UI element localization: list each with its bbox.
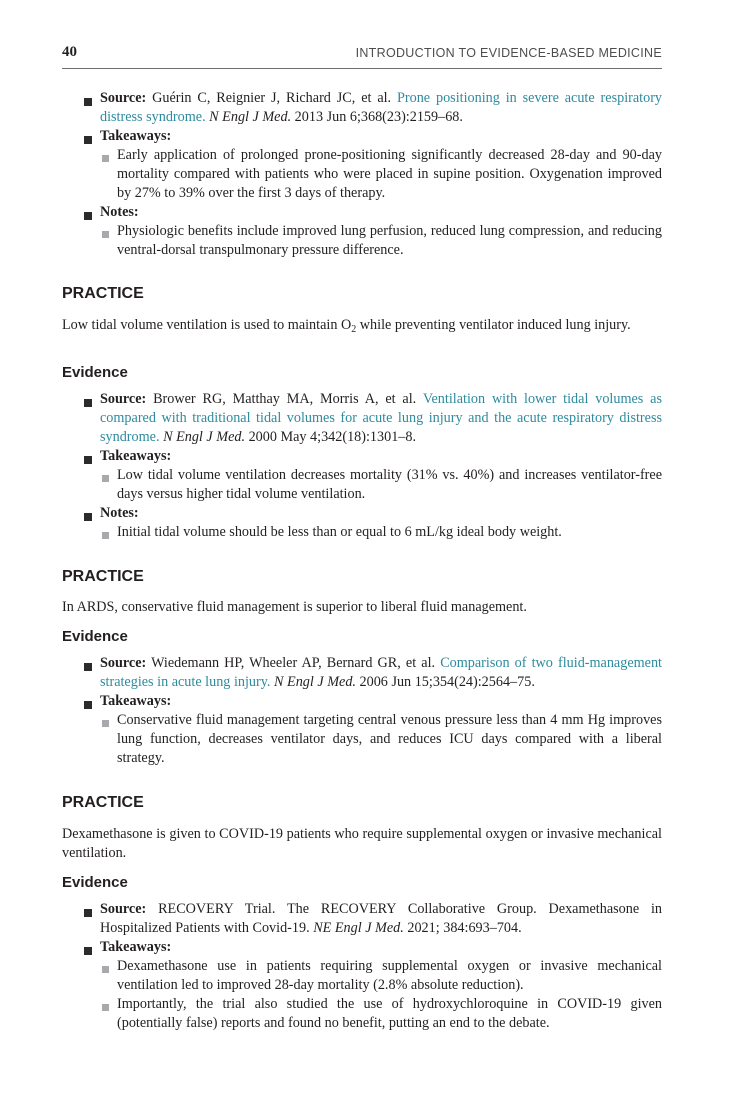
- source-citation: 2013 Jun 6;368(23):2159–68.: [294, 109, 463, 125]
- source-label: Source:: [100, 901, 147, 917]
- source-citation: 2000 May 4;342(18):1301–8.: [248, 429, 417, 445]
- takeaway-item: Early application of prolonged prone-positioning significantly decreased 28-day and 90-day mortality compared with patients who were placed in supine position. Oxygenation improved by 27% to 39% over the first 3 days of therapy.: [117, 147, 662, 201]
- sub-bullet-square-icon: [102, 966, 109, 973]
- sub-bullet-square-icon: [102, 532, 109, 539]
- bullet-square-icon: [84, 136, 92, 144]
- takeaways-label: Takeaways:: [100, 448, 172, 464]
- bullet-square-icon: [84, 947, 92, 955]
- bullet-square-icon: [84, 513, 92, 521]
- bullet-square-icon: [84, 663, 92, 671]
- takeaways-label: Takeaways:: [100, 939, 172, 955]
- source-journal: N Engl J Med.: [274, 674, 356, 690]
- source-entry: [100, 89, 662, 127]
- bullet-square-icon: [84, 399, 92, 407]
- source-title-link[interactable]: Comparison of two fluid-management strategies in acute lung injury.: [100, 655, 662, 690]
- source-journal: NE Engl J Med.: [313, 920, 404, 936]
- takeaways-label: Takeaways:: [100, 693, 172, 709]
- note-item: Initial tidal volume should be less than or equal to 6 mL/kg ideal body weight.: [117, 524, 562, 540]
- source-label: Source:: [100, 90, 147, 106]
- takeaway-item: Conservative fluid management targeting central venous pressure less than 4 mm Hg improves lung function, decreases ventilator days, and reduces ICU days compared with a liberal strategy.: [117, 712, 662, 766]
- sub-bullet-square-icon: [102, 155, 109, 162]
- source-title-link[interactable]: Prone positioning in severe acute respiratory distress syndrome.: [100, 90, 663, 125]
- takeaway-item: Importantly, the trial also studied the use of hydroxychloroquine in COVID-19 given (potentially false) reports and found no benefit, putting an end to the debate.: [117, 996, 662, 1031]
- practice-text: Dexamethasone is given to COVID-19 patients who require supplemental oxygen or invasive mechanical ventilation.: [62, 826, 662, 861]
- note-item: Physiologic benefits include improved lung perfusion, reduced lung compression, and reducing ventral-dorsal transpulmonary pressure difference.: [117, 223, 662, 258]
- bullet-square-icon: [84, 456, 92, 464]
- running-head: INTRODUCTION TO EVIDENCE-BASED MEDICINE: [355, 46, 662, 60]
- sub-bullet-square-icon: [102, 720, 109, 727]
- evidence-heading: Evidence: [62, 874, 128, 891]
- bullet-square-icon: [84, 98, 92, 106]
- evidence-heading: Evidence: [62, 364, 128, 381]
- source-title-link[interactable]: Ventilation with lower tidal volumes as compared with traditional tidal volumes for acute lung injury and the acute respiratory distress syndrome.: [100, 391, 662, 445]
- source-text: RECOVERY Trial. The RECOVERY Collaborative Group. Dexamethasone in Hospitalized Patients with Covid-19.: [100, 901, 663, 936]
- page-header: [62, 44, 662, 69]
- takeaway-item: Dexamethasone use in patients requiring supplemental oxygen or invasive mechanical ventilation led to improved 28-day mortality (2.8% absolute reduction).: [117, 958, 662, 993]
- practice-text: Low tidal volume ventilation is used to maintain $O_2$ while preventing ventilator induced lung injury.: [62, 317, 631, 335]
- bullet-square-icon: [84, 701, 92, 709]
- sub-bullet-square-icon: [102, 231, 109, 238]
- practice-heading: PRACTICE: [62, 285, 144, 302]
- bullet-square-icon: [84, 909, 92, 917]
- bullet-square-icon: [84, 212, 92, 220]
- source-label: Source:: [100, 391, 147, 407]
- source-journal: N Engl J Med.: [163, 429, 246, 445]
- source-authors: Wiedemann HP, Wheeler AP, Bernard GR, et al.: [151, 655, 436, 671]
- source-label: Source:: [100, 655, 147, 671]
- notes-label: Notes:: [100, 505, 139, 521]
- source-entry: [100, 900, 662, 938]
- practice-heading: PRACTICE: [62, 794, 144, 811]
- source-entry: [100, 654, 662, 692]
- sub-bullet-square-icon: [102, 475, 109, 482]
- takeaway-item: Low tidal volume ventilation decreases mortality (31% vs. 40%) and increases ventilator-free days versus higher tidal volume ventilation.: [117, 467, 662, 502]
- source-entry: [100, 390, 662, 447]
- source-journal: N Engl J Med.: [209, 109, 292, 125]
- source-authors: Guérin C, Reignier J, Richard JC, et al.: [152, 90, 392, 106]
- page-number: 40: [62, 44, 77, 60]
- sub-bullet-square-icon: [102, 1004, 109, 1011]
- takeaways-label: Takeaways:: [100, 128, 172, 144]
- evidence-heading: Evidence: [62, 628, 128, 645]
- notes-label: Notes:: [100, 204, 139, 220]
- source-citation: 2021; 384:693–704.: [407, 920, 522, 936]
- practice-text: In ARDS, conservative fluid management is superior to liberal fluid management.: [62, 599, 527, 615]
- practice-heading: PRACTICE: [62, 568, 144, 585]
- source-authors: Brower RG, Matthay MA, Morris A, et al.: [153, 391, 417, 407]
- source-citation: 2006 Jun 15;354(24):2564–75.: [359, 674, 535, 690]
